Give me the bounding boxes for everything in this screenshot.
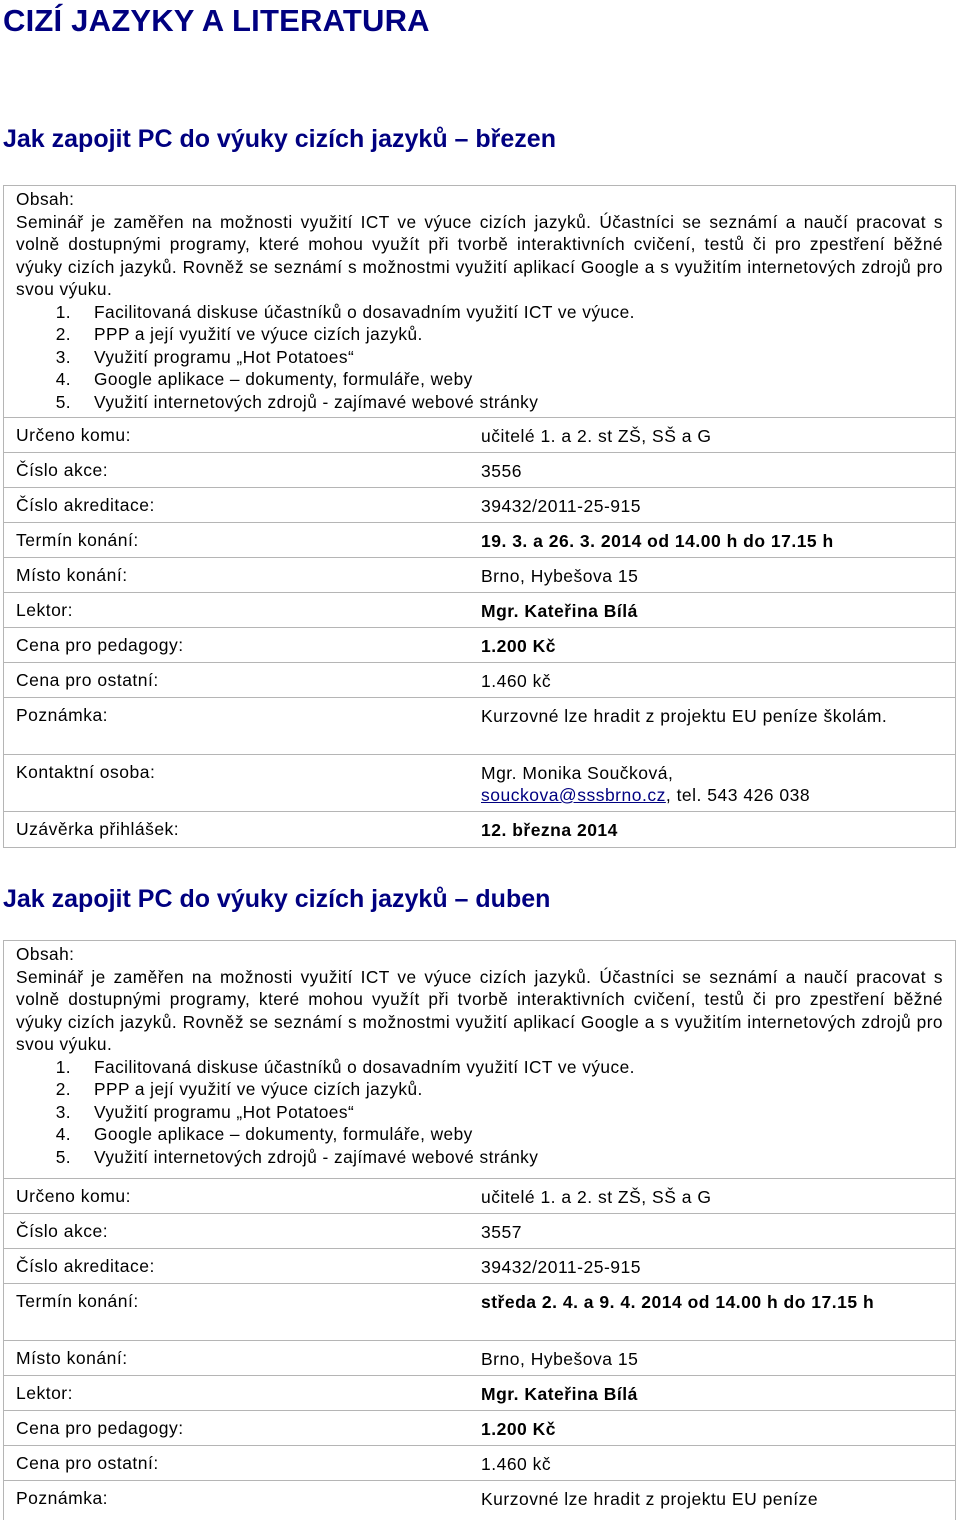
list-text: PPP a její využití ve výuce cizích jazyků. [94, 1079, 423, 1099]
list-number: 1. [55, 1056, 71, 1077]
list-item [16, 323, 943, 346]
obsah-label: Obsah: [16, 189, 75, 209]
row-cena-pedagogy [4, 627, 955, 662]
row-label: Číslo akreditace: [16, 1256, 155, 1276]
row-label: Kontaktní osoba: [16, 762, 156, 782]
row-value: 1.200 Kč [481, 1419, 557, 1439]
list-item [16, 1146, 943, 1169]
row-akreditace [4, 487, 955, 522]
row-label: Místo konání: [16, 565, 128, 585]
row-value: Kurzovné lze hradit z projektu EU peníze školám. [481, 706, 888, 726]
row-label: Lektor: [16, 1383, 73, 1403]
list-item [16, 1056, 943, 1079]
section-title-duben: Jak zapojit PC do výuky cizích jazyků – duben [3, 885, 551, 913]
list-text: Využití internetových zdrojů - zajímavé webové stránky [94, 391, 539, 412]
list-number: 3. [55, 346, 71, 367]
topic-list [16, 301, 943, 414]
list-item [16, 1078, 943, 1101]
row-value [481, 755, 955, 811]
contact-email-link[interactable]: souckova@sssbrno.cz [481, 785, 666, 805]
row-label: Cena pro ostatní: [16, 1453, 159, 1473]
row-poznamka [4, 697, 955, 754]
list-text: PPP a její využití ve výuce cizích jazyků. [94, 324, 423, 344]
row-label: Lektor: [16, 600, 73, 620]
list-item [16, 391, 943, 414]
row-value: středa 2. 4. a 9. 4. 2014 od 14.00 h do 17.15 h [481, 1292, 875, 1312]
row-cena-ostatni [4, 1445, 955, 1480]
course-block-brezen [3, 185, 956, 848]
row-cislo-akce [4, 452, 955, 487]
row-value: 3556 [481, 461, 522, 481]
row-value: 1.460 kč [481, 1454, 552, 1474]
row-lektor [4, 1375, 955, 1410]
row-label: Cena pro pedagogy: [16, 1418, 184, 1438]
row-value: učitelé 1. a 2. st ZŠ, SŠ a G [481, 1187, 712, 1207]
list-item [16, 1101, 943, 1124]
row-label: Poznámka: [16, 705, 109, 725]
contact-name: Mgr. Monika Součková, [481, 763, 674, 783]
list-text: Google aplikace – dokumenty, formuláře, weby [94, 1124, 473, 1144]
row-value: 19. 3. a 26. 3. 2014 od 14.00 h do 17.15 h [481, 531, 834, 551]
row-label: Číslo akreditace: [16, 495, 155, 515]
row-kontakt [4, 754, 955, 811]
course-description [4, 186, 955, 413]
row-poznamka [4, 1480, 955, 1515]
list-number: 4. [55, 369, 71, 389]
list-number: 2. [55, 324, 71, 344]
list-text: Facilitovaná diskuse účastníků o dosavadním využití ICT ve výuce. [94, 1056, 635, 1077]
list-item [16, 346, 943, 369]
row-uzaverka [4, 811, 955, 846]
row-label: Cena pro ostatní: [16, 670, 159, 690]
row-value: 3557 [481, 1222, 522, 1242]
row-label: Poznámka: [16, 1488, 109, 1508]
row-value: 39432/2011-25-915 [481, 496, 641, 516]
row-value: Brno, Hybešova 15 [481, 1349, 639, 1369]
list-text: Facilitovaná diskuse účastníků o dosavadním využití ICT ve výuce. [94, 301, 635, 322]
list-text: Využití programu „Hot Potatoes“ [94, 1101, 355, 1122]
row-value: Mgr. Kateřina Bílá [481, 1384, 638, 1404]
list-number: 2. [55, 1079, 71, 1099]
description-text: Seminář je zaměřen na možnosti využití ICT ve výuce cizích jazyků. Účastníci se seznámí a naučí pracovat s volně dostupnými programy, které mohou využít při tvorbě interaktivních cvičení, testů či pro zpestření běžné výuky cizích jazyků. Rovněž se seznámí s možnostmi využití aplikací Google a s využitím internetových zdrojů pro svou výuku. [16, 966, 943, 1054]
list-item [16, 368, 943, 391]
row-label: Uzávěrka přihlášek: [16, 819, 180, 839]
row-cena-pedagogy [4, 1410, 955, 1445]
course-block-duben [3, 940, 956, 1520]
row-lektor [4, 592, 955, 627]
row-label: Termín konání: [16, 1291, 139, 1311]
row-label: Určeno komu: [16, 1186, 131, 1206]
row-termin [4, 522, 955, 557]
row-cena-ostatni [4, 662, 955, 697]
row-label: Číslo akce: [16, 460, 109, 480]
description-text: Seminář je zaměřen na možnosti využití ICT ve výuce cizích jazyků. Účastníci se seznámí a naučí pracovat s volně dostupnými programy, které mohou využít při tvorbě interaktivních cvičení, testů či pro zpestření běžné výuky cizích jazyků. Rovněž se seznámí s možnostmi využití aplikací Google a s využitím internetových zdrojů pro svou výuku. [16, 211, 943, 299]
page-title: CIZÍ JAZYKY A LITERATURA [3, 3, 430, 38]
contact-phone: , tel. 543 426 038 [665, 785, 811, 805]
list-item [16, 1123, 943, 1146]
list-item [16, 301, 943, 324]
row-value: 1.200 Kč [481, 636, 557, 656]
row-value: Brno, Hybešova 15 [481, 566, 639, 586]
list-text: Využití internetových zdrojů - zajímavé webové stránky [94, 1146, 539, 1167]
row-label: Místo konání: [16, 1348, 128, 1368]
row-label: Určeno komu: [16, 425, 131, 445]
row-value: 39432/2011-25-915 [481, 1257, 641, 1277]
list-text: Využití programu „Hot Potatoes“ [94, 346, 355, 367]
list-number: 1. [55, 301, 71, 322]
obsah-label: Obsah: [16, 944, 75, 964]
row-akreditace [4, 1248, 955, 1283]
row-value: 1.460 kč [481, 671, 552, 691]
row-cislo-akce [4, 1213, 955, 1248]
row-label: Termín konání: [16, 530, 139, 550]
row-urceno [4, 1178, 955, 1213]
row-misto [4, 1340, 955, 1375]
list-number: 4. [55, 1124, 71, 1144]
row-value: 12. března 2014 [481, 820, 618, 840]
row-label: Cena pro pedagogy: [16, 635, 184, 655]
row-urceno [4, 417, 955, 452]
topic-list [16, 1056, 943, 1169]
section-title-brezen: Jak zapojit PC do výuky cizích jazyků – březen [3, 125, 556, 153]
list-number: 5. [55, 1146, 71, 1167]
row-value: Kurzovné lze hradit z projektu EU peníze [481, 1489, 819, 1509]
row-label: Číslo akce: [16, 1221, 109, 1241]
list-text: Google aplikace – dokumenty, formuláře, weby [94, 369, 473, 389]
row-misto [4, 557, 955, 592]
list-number: 5. [55, 391, 71, 412]
course-description [4, 941, 955, 1168]
row-value: Mgr. Kateřina Bílá [481, 601, 638, 621]
row-termin [4, 1283, 955, 1340]
row-value: učitelé 1. a 2. st ZŠ, SŠ a G [481, 426, 712, 446]
list-number: 3. [55, 1101, 71, 1122]
